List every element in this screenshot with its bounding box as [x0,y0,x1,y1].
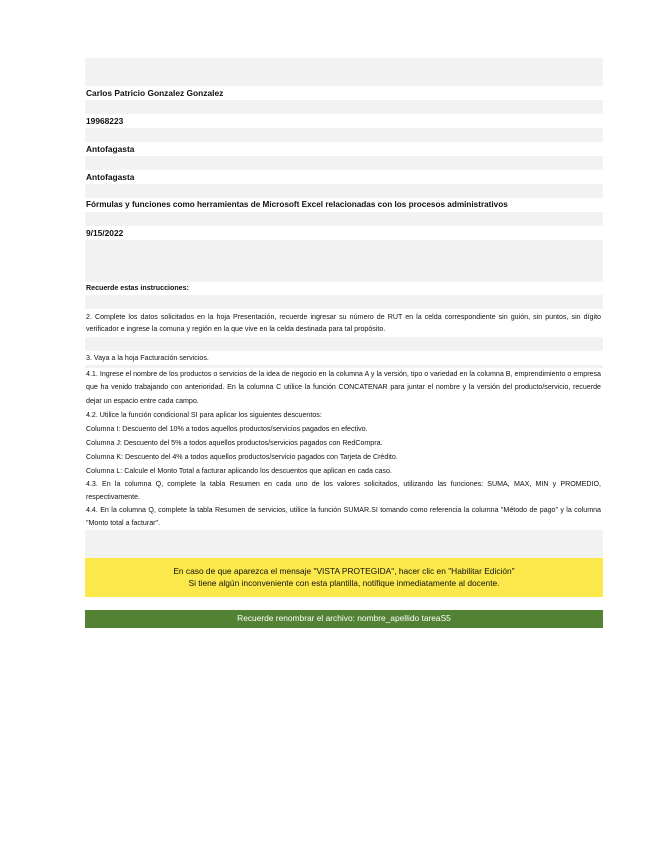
instruction-column-i: Columna I: Descuento del 10% a todos aquellos productos/servicios pagados en efectivo. [86,425,368,433]
spacer-band [85,295,603,309]
spacer-band [85,156,603,170]
rut-cell[interactable]: 19968223 [86,116,124,126]
instructions-heading: Recuerde estas instrucciones: [86,284,189,292]
instruction-step-4-3: 4.3. En la columna Q, complete la tabla Resumen en cada uno de los valores solicitados, utilizando las funciones: SUMA, MAX, MIN y PROMEDIO, respectivamente. [86,480,601,501]
instruction-step-4-1: 4.1. Ingrese el nombre de los productos o servicios de la idea de negocio en la columna A y la versión, tipo o variedad en la columna B, emprendimiento o empresa que ha venido trabajando con anterioridad. En la columna C utilice la función CONCATENAR para juntar el nombre y la versión del producto/servicio, recuerde dejar un espacio entre cada campo. [86,370,601,405]
spacer [85,597,603,610]
instruction-step-4-4: 4.4. En la columna Q, complete la tabla Resumen de servicios, utilice la función SUMAR.SI tomando como referencia la columna "Método de pago" y la columna "Monto total a facturar". [86,506,601,527]
rename-file-banner: Recuerde renombrar el archivo: nombre_apellido tareaS5 [85,610,603,628]
subject-cell[interactable]: Fórmulas y funciones como herramientas de Microsoft Excel relacionadas con los procesos administrativos [86,200,508,209]
notice-line-1: En caso de que aparezca el mensaje "VISTA PROTEGIDA", hacer clic en "Habilitar Edición" [173,566,515,576]
instruction-column-k: Columna K: Descuento del 4% a todos aquellos productos/servicio pagados con Tarjeta de Crédito. [86,453,398,461]
notice-line-2: Si tiene algún inconveniente con esta plantilla, notifique inmediatamente al docente. [188,578,500,588]
spacer-band [85,212,603,226]
spacer-band [85,184,603,198]
instruction-step-3: 3. Vaya a la hoja Facturación servicios. [86,354,209,362]
region-cell[interactable]: Antofagasta [86,172,135,182]
name-cell[interactable]: Carlos Patricio Gonzalez Gonzalez [86,88,224,98]
instruction-column-j: Columna J: Descuento del 5% a todos aquellos productos/servicios pagados con RedCompra. [86,439,383,447]
instruction-step-4-2: 4.2. Utilice la función condicional SI para aplicar los siguientes descuentos: [86,411,322,419]
commune-cell[interactable]: Antofagasta [86,144,135,154]
instruction-step-2: 2. Complete los datos solicitados en la hoja Presentación, recuerde ingresar su número de RUT en la celda correspondiente sin guión, sin puntos, sin dígito verificador e ingrese la comuna y región en la que vive en la celda destinada para tal propósito. [86,313,601,333]
instruction-column-l: Columna L: Calcule el Monto Total a facturar aplicando los descuentos que aplican en cada caso. [86,467,392,475]
spacer-band [85,58,603,86]
spreadsheet-sheet [85,58,603,628]
spacer-band [85,240,603,282]
spacer-band [85,128,603,142]
protected-view-notice [85,558,603,597]
spacer-band [85,337,603,351]
date-cell[interactable]: 9/15/2022 [86,228,124,238]
spacer-band [85,530,603,558]
spacer-band [85,100,603,114]
